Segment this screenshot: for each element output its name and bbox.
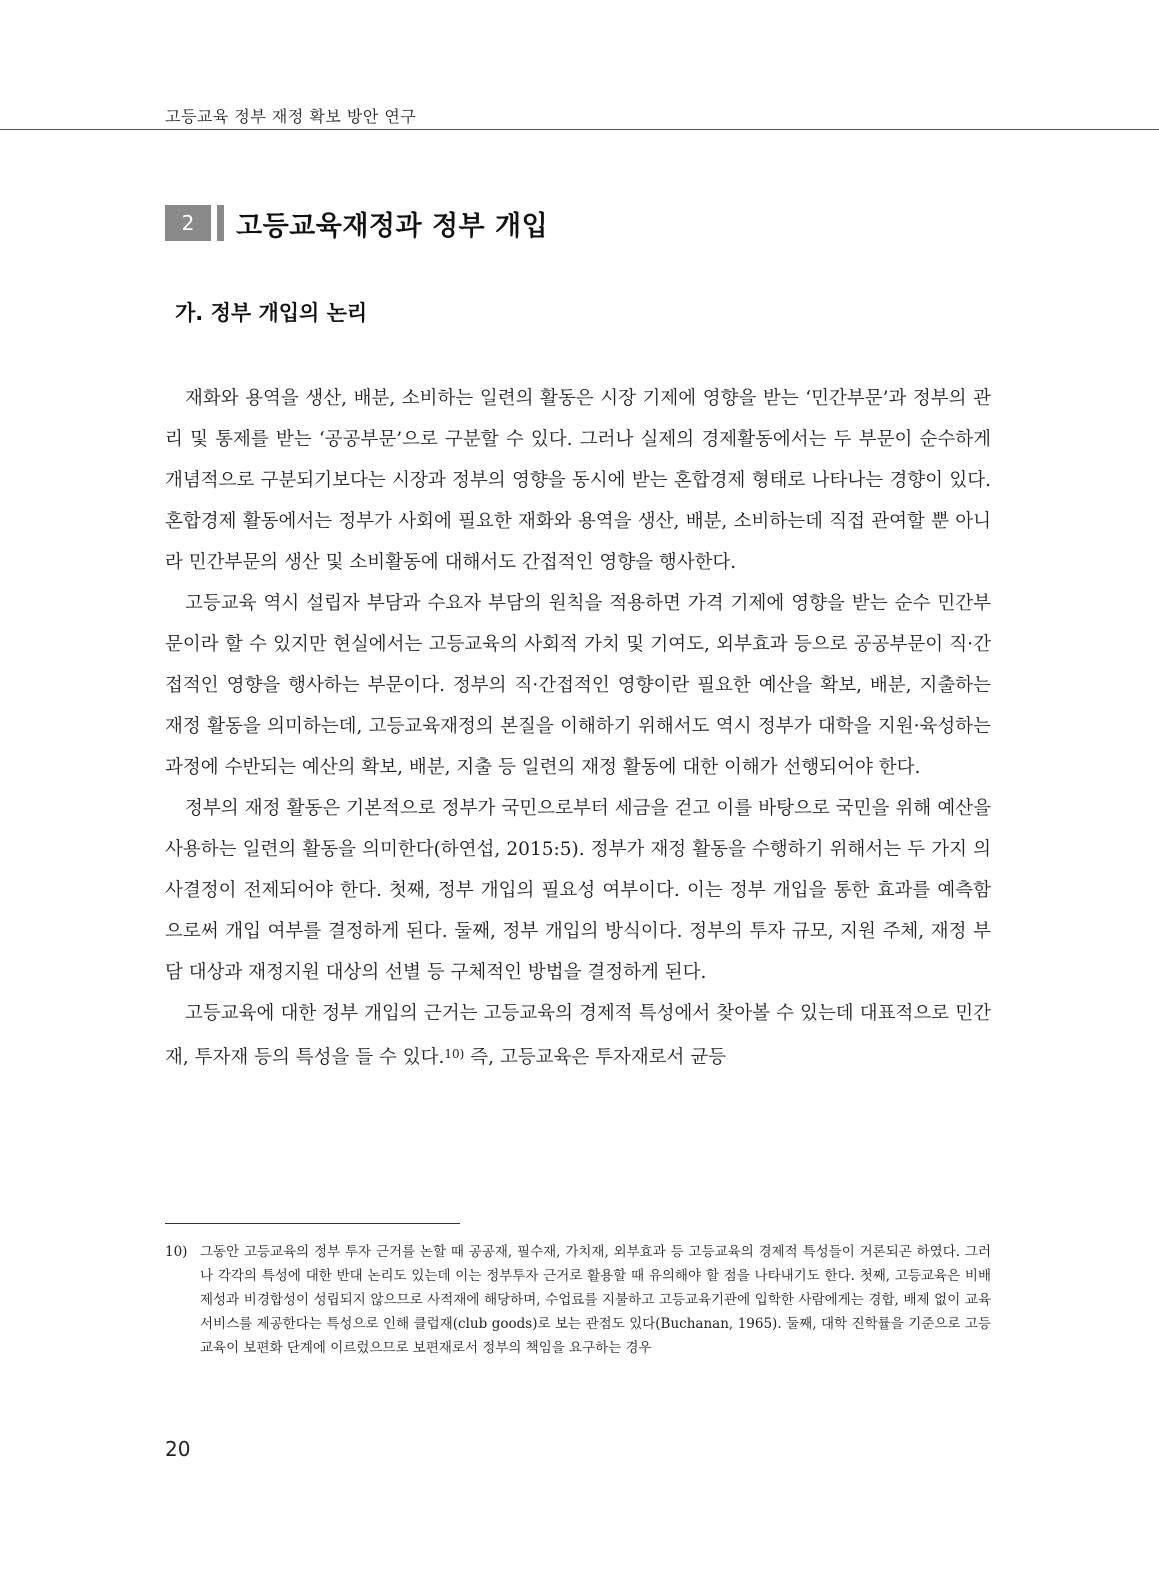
- footnote-label: 10): [165, 1244, 188, 1260]
- footnote-reference[interactable]: 10): [444, 1047, 465, 1061]
- section-number-badge: 2: [165, 205, 211, 241]
- paragraph: [165, 993, 991, 1078]
- footnote-text: 그동안 고등교육의 정부 투자 근거를 논할 때 공공재, 필수재, 가치재, 외부효과 등 고등교육의 경제적 특성들이 거론되곤 하였다. 그러나 각각의 특성에 대한 반대 논리도 있는데 이는 정부투자 근거로 활용할 때 유의해야 할 점을 나타내기도 한다. 첫째, 고등교육은 비배제성과 비경합성이 성립되지 않으므로 사적재에 해당하며, 수업료를 지불하고 고등교육기관에 입학한 사람에게는 경합, 배제 없이 교육서비스를 제공한다는 특성으로 인해 클럽재(club goods)로 보는 관점도 있다(Buchanan, 1965). 둘째, 대학 진학률을 기준으로 고등교육이 보편화 단계에 이르렀으므로 보편재로서 정부의 책임을 요구하는 경우: [200, 1244, 991, 1356]
- paragraph: 고등교육 역시 설립자 부담과 수요자 부담의 원칙을 적용하면 가격 기제에 영향을 받는 순수 민간부문이라 할 수 있지만 현실에서는 고등교육의 사회적 가치 및 기여도, 외부효과 등으로 공공부문이 직·간접적인 영향을 행사하는 부문이다. 정부의 직·간접적인 영향이란 필요한 예산을 확보, 배분, 지출하는 재정 활동을 의미하는데, 고등교육재정의 본질을 이해하기 위해서도 역시 정부가 대학을 지원·육성하는 과정에 수반되는 예산의 확보, 배분, 지출 등 일련의 재정 활동에 대한 이해가 선행되어야 한다.: [165, 593, 991, 778]
- section-bar-icon: [217, 205, 224, 241]
- section-title: 고등교육재정과 정부 개입: [236, 210, 549, 242]
- footnote: [165, 1240, 991, 1360]
- section-heading: [165, 205, 548, 241]
- body-text: [165, 378, 991, 1078]
- header-divider: [0, 129, 1159, 130]
- footnote-divider: [165, 1223, 460, 1224]
- subsection-title: 가. 정부 개입의 논리: [175, 301, 368, 325]
- page-number: 20: [165, 1437, 191, 1461]
- running-header: 고등교육 정부 재정 확보 방안 연구: [165, 107, 417, 126]
- paragraph: 정부의 재정 활동은 기본적으로 정부가 국민으로부터 세금을 걷고 이를 바탕으로 국민을 위해 예산을 사용하는 일련의 활동을 의미한다(하연섭, 2015:5). 정부가 재정 활동을 수행하기 위해서는 두 가지 의사결정이 전제되어야 한다. 첫째, 정부 개입의 필요성 여부이다. 이는 정부 개입을 통한 효과를 예측함으로써 개입 여부를 결정하게 된다. 둘째, 정부 개입의 방식이다. 정부의 투자 규모, 지원 주체, 재정 부담 대상과 재정지원 대상의 선별 등 구체적인 방법을 결정하게 된다.: [165, 798, 991, 983]
- paragraph: 재화와 용역을 생산, 배분, 소비하는 일련의 활동은 시장 기제에 영향을 받는 ‘민간부문’과 정부의 관리 및 통제를 받는 ‘공공부문’으로 구분할 수 있다. 그러나 실제의 경제활동에서는 두 부문이 순수하게 개념적으로 구분되기보다는 시장과 정부의 영향을 동시에 받는 혼합경제 형태로 나타나는 경향이 있다. 혼합경제 활동에서는 정부가 사회에 필요한 재화와 용역을 생산, 배분, 소비하는데 직접 관여할 뿐 아니라 민간부문의 생산 및 소비활동에 대해서도 간접적인 영향을 행사한다.: [165, 388, 991, 573]
- paragraph-text: 즉, 고등교육은 투자재로서 균등: [464, 1047, 727, 1068]
- paragraph-text: 고등교육에 대한 정부 개입의 근거는 고등교육의 경제적 특성에서 찾아볼 수 있는데 대표적으로 민간재, 투자재 등의 특성을 들 수 있다.: [165, 1003, 991, 1068]
